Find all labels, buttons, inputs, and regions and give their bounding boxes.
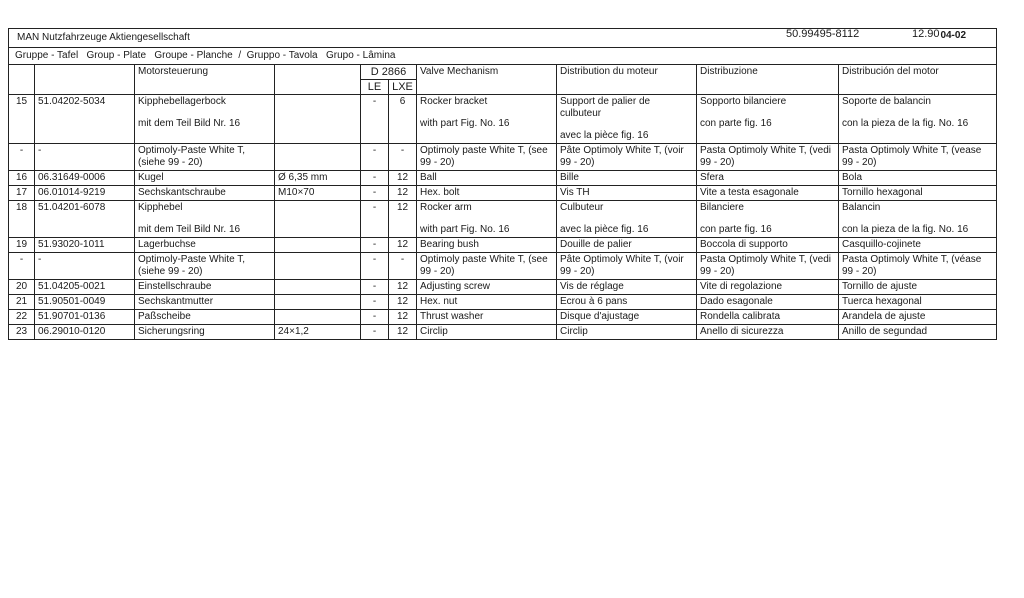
document-date: 12.90 [912, 28, 940, 40]
table-row [9, 95, 997, 144]
german-cell [135, 171, 275, 186]
german-cell-subtext: mit dem Teil Bild Nr. 16 [138, 118, 241, 129]
german-cell [135, 95, 275, 144]
german-cell-text: Sechskantmutter [138, 296, 214, 307]
italian-cell [697, 95, 839, 144]
italian-cell-text: Pasta Optimoly White T, (vedi 99 - 20) [700, 254, 831, 277]
part-number-cell-text: - [38, 254, 42, 265]
le-qty-cell [361, 280, 389, 295]
english-cell-subtext: with part Fig. No. 16 [420, 224, 510, 235]
italian-cell [697, 238, 839, 253]
german-cell-text: Optimoly-Paste White T, (siehe 99 - 20) [138, 145, 246, 168]
french-cell-subtext: avec la pièce fig. 16 [560, 224, 649, 235]
lxe-qty-cell-text: 12 [396, 172, 409, 183]
pos-cell [9, 186, 35, 201]
le-qty-cell-text: - [372, 145, 377, 156]
italian-cell-text: Sfera [700, 172, 724, 183]
le-qty-cell-text: - [372, 281, 377, 292]
french-cell [557, 253, 697, 280]
lxe-qty-cell [389, 95, 417, 144]
english-cell [417, 325, 557, 340]
french-cell [557, 171, 697, 186]
spec-cell-text: 24×1,2 [278, 326, 309, 337]
english-cell [417, 171, 557, 186]
part-number-cell-text: 51.04202-5034 [38, 96, 106, 107]
italian-cell [697, 310, 839, 325]
spanish-cell-text: Tornillo hexagonal [842, 187, 923, 198]
le-qty-cell [361, 95, 389, 144]
italian-cell [697, 253, 839, 280]
english-cell-text: Bearing bush [420, 239, 479, 250]
spanish-cell [839, 186, 997, 201]
le-qty-cell [361, 201, 389, 238]
group-de: Gruppe - Tafel [15, 50, 79, 61]
part-number-cell-text: 51.90501-0049 [38, 296, 106, 307]
english-cell-text: Circlip [420, 326, 448, 337]
spanish-cell-text: Soporte de balancin [842, 96, 931, 107]
group-en: Group - Plate [86, 50, 147, 61]
pos-cell [9, 238, 35, 253]
header-le: LE [361, 80, 389, 95]
spanish-cell-text: Arandela de ajuste [842, 311, 926, 322]
pos-cell-text: 19 [15, 239, 28, 250]
header-german: Motorsteuerung [135, 65, 275, 95]
spec-cell [275, 144, 361, 171]
german-cell-text: Paßscheibe [138, 311, 191, 322]
spanish-cell [839, 253, 997, 280]
italian-cell-subtext: con parte fig. 16 [700, 224, 772, 235]
french-cell [557, 310, 697, 325]
table-row [9, 201, 997, 238]
pos-cell [9, 295, 35, 310]
part-number-cell [35, 171, 135, 186]
parts-list-document [8, 28, 996, 340]
english-cell [417, 95, 557, 144]
french-cell [557, 280, 697, 295]
part-number-cell-text: 51.04201-6078 [38, 202, 106, 213]
italian-cell-text: Anello di sicurezza [700, 326, 784, 337]
german-cell [135, 325, 275, 340]
le-qty-cell-text: - [372, 172, 377, 183]
group-separator: / [238, 50, 242, 61]
lxe-qty-cell [389, 171, 417, 186]
spanish-cell-text: Anillo de segundad [842, 326, 928, 337]
le-qty-cell-text: - [372, 187, 377, 198]
english-cell-text: Ball [420, 172, 437, 183]
le-qty-cell [361, 144, 389, 171]
spec-cell [275, 95, 361, 144]
italian-cell-text: Rondella calibrata [700, 311, 781, 322]
spec-cell [275, 253, 361, 280]
german-cell-text: Optimoly-Paste White T, (siehe 99 - 20) [138, 254, 246, 277]
le-qty-cell-text: - [372, 254, 377, 265]
header-part-number [35, 65, 135, 95]
english-cell-text: Optimoly paste White T, (see 99 - 20) [420, 254, 548, 277]
english-cell [417, 253, 557, 280]
pos-cell [9, 171, 35, 186]
italian-cell-subtext: con parte fig. 16 [700, 118, 772, 129]
spanish-cell-text: Balancin [842, 202, 881, 213]
document-number: 50.99495-8112 [786, 28, 860, 40]
italian-cell-text: Boccola di supporto [700, 239, 788, 250]
part-number-cell [35, 310, 135, 325]
german-cell [135, 186, 275, 201]
english-cell-text: Adjusting screw [420, 281, 491, 292]
table-row [9, 253, 997, 280]
french-cell-text: Pâte Optimoly White T, (voir 99 - 20) [560, 145, 684, 168]
section-id: 04-02 [697, 29, 997, 48]
italian-cell-text: Bilanciere [700, 202, 744, 213]
part-number-cell [35, 186, 135, 201]
english-cell [417, 238, 557, 253]
pos-cell [9, 95, 35, 144]
table-row [9, 310, 997, 325]
german-cell [135, 280, 275, 295]
lxe-qty-cell [389, 186, 417, 201]
pos-cell-text: 16 [15, 172, 28, 183]
french-cell-text: Douille de palier [560, 239, 632, 250]
pos-cell-text: 23 [15, 326, 28, 337]
spec-cell [275, 310, 361, 325]
italian-cell-text: Vite a testa esagonale [700, 187, 799, 198]
pos-cell-text: - [19, 254, 24, 265]
pos-cell-text: 22 [15, 311, 28, 322]
italian-cell [697, 295, 839, 310]
lxe-qty-cell [389, 310, 417, 325]
spanish-cell [839, 280, 997, 295]
german-cell [135, 238, 275, 253]
french-cell-text: Vis de réglage [560, 281, 624, 292]
le-qty-cell [361, 295, 389, 310]
lxe-qty-cell-text: 12 [396, 202, 409, 213]
french-cell-text: Circlip [560, 326, 588, 337]
pos-cell-text: 17 [15, 187, 28, 198]
le-qty-cell [361, 238, 389, 253]
italian-cell-text: Pasta Optimoly White T, (vedi 99 - 20) [700, 145, 831, 168]
italian-cell [697, 280, 839, 295]
parts-table [8, 28, 997, 340]
italian-cell-text: Sopporto bilanciere [700, 96, 787, 107]
lxe-qty-cell [389, 238, 417, 253]
pos-cell [9, 144, 35, 171]
part-number-cell-text: 51.04205-0021 [38, 281, 106, 292]
lxe-qty-cell [389, 253, 417, 280]
french-cell [557, 144, 697, 171]
part-number-cell [35, 95, 135, 144]
french-cell [557, 95, 697, 144]
lxe-qty-cell [389, 201, 417, 238]
pos-cell [9, 325, 35, 340]
header-engine: D 2866 [361, 65, 417, 80]
spec-cell [275, 238, 361, 253]
french-cell-text: Disque d'ajustage [560, 311, 640, 322]
spec-cell [275, 201, 361, 238]
english-cell [417, 144, 557, 171]
german-cell [135, 295, 275, 310]
part-number-cell-text: 06.01014-9219 [38, 187, 106, 198]
german-cell [135, 144, 275, 171]
table-row [9, 171, 997, 186]
english-cell [417, 295, 557, 310]
italian-cell [697, 325, 839, 340]
italian-cell-text: Dado esagonale [700, 296, 773, 307]
pos-cell [9, 201, 35, 238]
lxe-qty-cell-text: 12 [396, 239, 409, 250]
pos-cell [9, 253, 35, 280]
french-cell [557, 238, 697, 253]
part-number-cell-text: 06.29010-0120 [38, 326, 106, 337]
french-cell-text: Ecrou à 6 pans [560, 296, 628, 307]
english-cell-text: Optimoly paste White T, (see 99 - 20) [420, 145, 548, 168]
italian-cell [697, 171, 839, 186]
english-cell-text: Rocker bracket [420, 96, 488, 107]
header-lxe: LXE [389, 80, 417, 95]
spanish-cell-subtext: con la pieza de la fig. No. 16 [842, 118, 969, 129]
le-qty-cell-text: - [372, 326, 377, 337]
group-fr: Groupe - Planche [154, 50, 233, 61]
part-number-cell [35, 325, 135, 340]
english-cell [417, 310, 557, 325]
french-cell [557, 325, 697, 340]
part-number-cell [35, 253, 135, 280]
table-row [9, 144, 997, 171]
lxe-qty-cell [389, 325, 417, 340]
french-cell [557, 295, 697, 310]
spec-cell [275, 171, 361, 186]
italian-cell-text: Vite di regolazione [700, 281, 783, 292]
group-it: Gruppo - Tavola [246, 50, 318, 61]
german-cell [135, 253, 275, 280]
english-cell-text: Hex. bolt [420, 187, 460, 198]
part-number-cell [35, 238, 135, 253]
le-qty-cell [361, 186, 389, 201]
french-cell-text: Culbuteur [560, 202, 604, 213]
le-qty-cell-text: - [372, 296, 377, 307]
spanish-cell [839, 201, 997, 238]
spanish-cell [839, 171, 997, 186]
lxe-qty-cell [389, 295, 417, 310]
spanish-cell [839, 144, 997, 171]
italian-cell [697, 186, 839, 201]
table-row [9, 280, 997, 295]
spanish-cell [839, 238, 997, 253]
french-cell-subtext: avec la pièce fig. 16 [560, 130, 649, 141]
german-cell-text: Einstellschraube [138, 281, 212, 292]
table-row [9, 325, 997, 340]
spec-cell-text: Ø 6,35 mm [278, 172, 328, 183]
le-qty-cell-text: - [372, 202, 377, 213]
french-cell-text: Pâte Optimoly White T, (voir 99 - 20) [560, 254, 684, 277]
pos-cell [9, 280, 35, 295]
french-cell-text: Vis TH [560, 187, 590, 198]
table-row [9, 186, 997, 201]
header-spanish: Distribución del motor [839, 65, 997, 95]
french-cell [557, 201, 697, 238]
pos-cell-text: 20 [15, 281, 28, 292]
french-cell-text: Support de palier de culbuteur [560, 96, 651, 119]
german-cell [135, 310, 275, 325]
lxe-qty-cell-text: 12 [396, 296, 409, 307]
spanish-cell-subtext: con la pieza de la fig. No. 16 [842, 224, 969, 235]
part-number-cell-text: - [38, 145, 42, 156]
spanish-cell [839, 310, 997, 325]
spanish-cell-text: Pasta Optimoly White T, (véase 99 - 20) [842, 254, 982, 277]
italian-cell [697, 144, 839, 171]
spanish-cell [839, 95, 997, 144]
table-row [9, 238, 997, 253]
german-cell-text: Sechskantschraube [138, 187, 226, 198]
english-cell-text: Hex. nut [420, 296, 458, 307]
spec-cell [275, 325, 361, 340]
spanish-cell-text: Pasta Optimoly White T, (vease 99 - 20) [842, 145, 982, 168]
spanish-cell-text: Tornillo de ajuste [842, 281, 918, 292]
header-english: Valve Mechanism [417, 65, 557, 95]
italian-cell [697, 201, 839, 238]
le-qty-cell-text: - [372, 96, 377, 107]
company-name: MAN Nutzfahrzeuge Aktiengesellschaft [9, 29, 697, 48]
group-es: Grupo - Lâmina [325, 50, 396, 61]
spanish-cell-text: Casquillo-cojinete [842, 239, 921, 250]
german-cell [135, 201, 275, 238]
le-qty-cell [361, 253, 389, 280]
lxe-qty-cell [389, 280, 417, 295]
part-number-cell [35, 144, 135, 171]
german-cell-subtext: mit dem Teil Bild Nr. 16 [138, 224, 241, 235]
spec-cell [275, 295, 361, 310]
part-number-cell-text: 51.90701-0136 [38, 311, 106, 322]
french-cell-text: Bille [560, 172, 579, 183]
lxe-qty-cell-text: 6 [399, 96, 406, 107]
english-cell-text: Thrust washer [420, 311, 484, 322]
part-number-cell-text: 06.31649-0006 [38, 172, 106, 183]
spanish-cell [839, 325, 997, 340]
pos-cell [9, 310, 35, 325]
spanish-cell-text: Tuerca hexagonal [842, 296, 922, 307]
english-cell-subtext: with part Fig. No. 16 [420, 118, 510, 129]
german-cell-text: Kipphebel [138, 202, 183, 213]
le-qty-cell [361, 171, 389, 186]
german-cell-text: Lagerbuchse [138, 239, 196, 250]
le-qty-cell-text: - [372, 311, 377, 322]
part-number-cell [35, 295, 135, 310]
lxe-qty-cell [389, 144, 417, 171]
spec-cell-text: M10×70 [278, 187, 315, 198]
spec-cell [275, 280, 361, 295]
lxe-qty-cell-text: 12 [396, 311, 409, 322]
group-line [9, 48, 997, 65]
le-qty-cell-text: - [372, 239, 377, 250]
english-cell [417, 201, 557, 238]
lxe-qty-cell-text: - [400, 254, 405, 265]
header-pos [9, 65, 35, 95]
le-qty-cell [361, 325, 389, 340]
english-cell-text: Rocker arm [420, 202, 472, 213]
part-number-cell-text: 51.93020-1011 [38, 239, 105, 250]
spanish-cell [839, 295, 997, 310]
header-italian: Distribuzione [697, 65, 839, 95]
lxe-qty-cell-text: 12 [396, 187, 409, 198]
french-cell [557, 186, 697, 201]
part-number-cell [35, 201, 135, 238]
spec-cell [275, 186, 361, 201]
header-spec [275, 65, 361, 95]
german-cell-text: Sicherungsring [138, 326, 205, 337]
english-cell [417, 186, 557, 201]
lxe-qty-cell-text: - [400, 145, 405, 156]
pos-cell-text: 15 [15, 96, 28, 107]
spanish-cell-text: Bola [842, 172, 863, 183]
pos-cell-text: - [19, 145, 24, 156]
english-cell [417, 280, 557, 295]
part-number-cell [35, 280, 135, 295]
le-qty-cell [361, 310, 389, 325]
table-row [9, 295, 997, 310]
header-french: Distribution du moteur [557, 65, 697, 95]
pos-cell-text: 21 [15, 296, 28, 307]
german-cell-text: Kipphebellagerbock [138, 96, 226, 107]
lxe-qty-cell-text: 12 [396, 281, 409, 292]
lxe-qty-cell-text: 12 [396, 326, 409, 337]
german-cell-text: Kugel [138, 172, 164, 183]
pos-cell-text: 18 [15, 202, 28, 213]
